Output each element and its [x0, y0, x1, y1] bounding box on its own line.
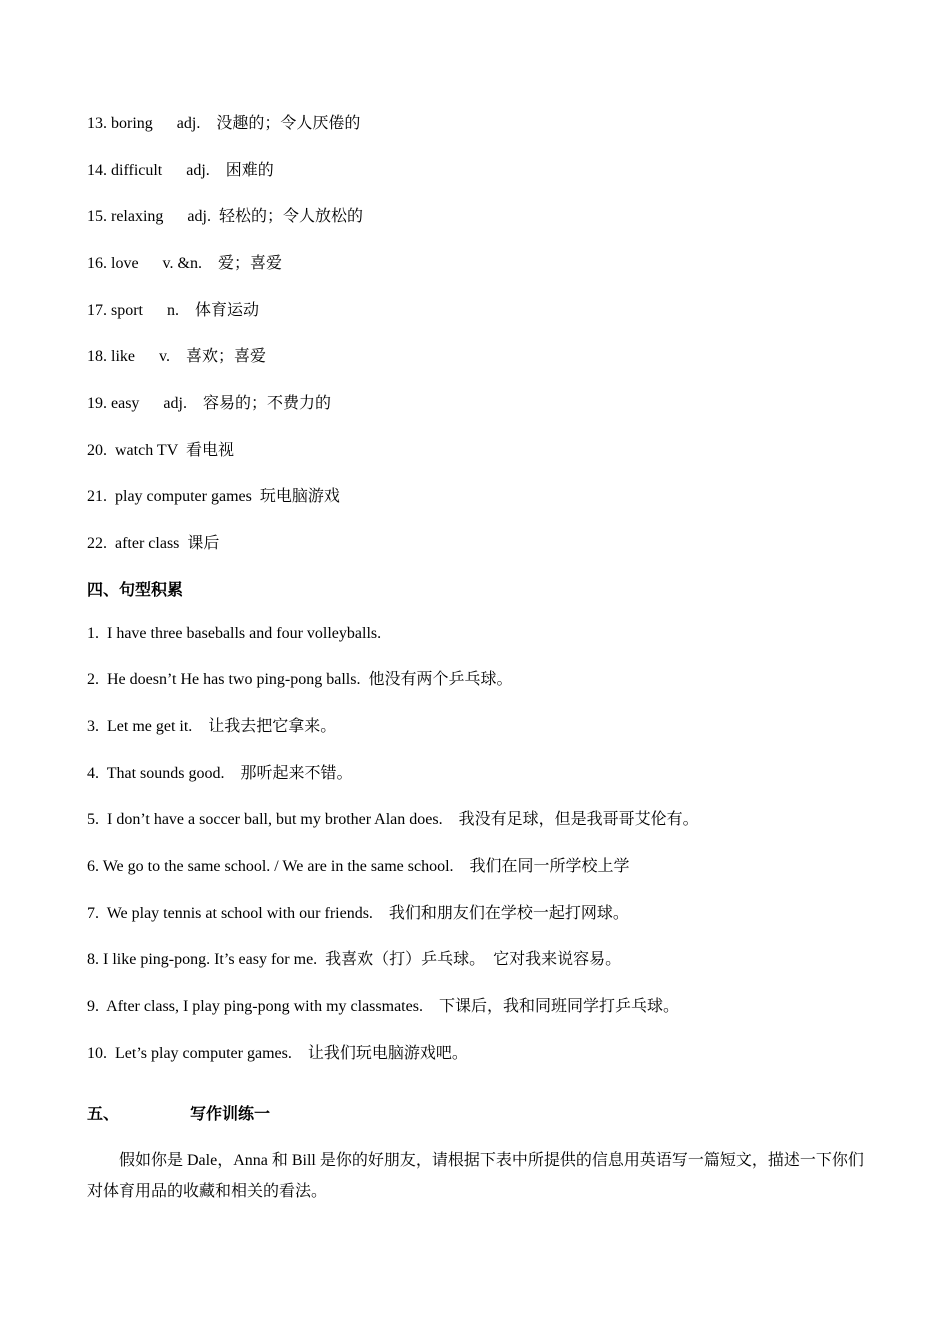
sentence-item: 5. I don’t have a soccer ball, but my brother Alan does. 我没有足球，但是我哥哥艾伦有。 [87, 811, 699, 828]
section-number: 五、 [87, 1106, 120, 1123]
vocab-item: 16. love v. &n. 爱；喜爱 [87, 255, 282, 272]
sentence-item: 2. He doesn’t He has two ping-pong balls. 他没有两个乒乓球。 [87, 671, 513, 688]
sentence-item: 8. I like ping-pong. It’s easy for me. 我喜欢（打）乒乓球。 它对我来说容易。 [87, 951, 622, 968]
writing-prompt: 假如你是 Dale，Anna 和 Bill 是你的好朋友，请根据下表中所提供的信息用英语写一篇短文，描述一下你们对体育用品的收藏和相关的看法。 [87, 1152, 864, 1200]
sentence-item: 1. I have three baseballs and four volleyballs. [87, 625, 382, 642]
section-heading-sentences: 四、句型积累 [87, 582, 184, 599]
sentence-item: 3. Let me get it. 让我去把它拿来。 [87, 718, 337, 735]
vocab-item: 19. easy adj. 容易的；不费力的 [87, 395, 331, 412]
vocab-item: 13. boring adj. 没趣的；令人厌倦的 [87, 115, 361, 132]
vocab-item: 17. sport n. 体育运动 [87, 302, 260, 319]
vocab-item: 14. difficult adj. 困难的 [87, 162, 274, 179]
vocab-item: 18. like v. 喜欢；喜爱 [87, 348, 266, 365]
sentence-item: 4. That sounds good. 那听起来不错。 [87, 765, 353, 782]
vocab-item: 15. relaxing adj. 轻松的；令人放松的 [87, 208, 363, 225]
vocab-item: 20. watch TV 看电视 [87, 442, 234, 459]
sentence-item: 7. We play tennis at school with our friends. 我们和朋友们在学校一起打网球。 [87, 905, 629, 922]
sentence-item: 10. Let’s play computer games. 让我们玩电脑游戏吧。 [87, 1045, 468, 1062]
section-heading-writing: 写作训练一 [190, 1106, 271, 1123]
vocab-item: 22. after class 课后 [87, 535, 220, 552]
vocab-item: 21. play computer games 玩电脑游戏 [87, 488, 340, 505]
sentence-item: 6. We go to the same school. / We are in the same school. 我们在同一所学校上学 [87, 858, 630, 875]
sentence-item: 9. After class, I play ping-pong with my classmates. 下课后，我和同班同学打乒乓球。 [87, 998, 679, 1015]
